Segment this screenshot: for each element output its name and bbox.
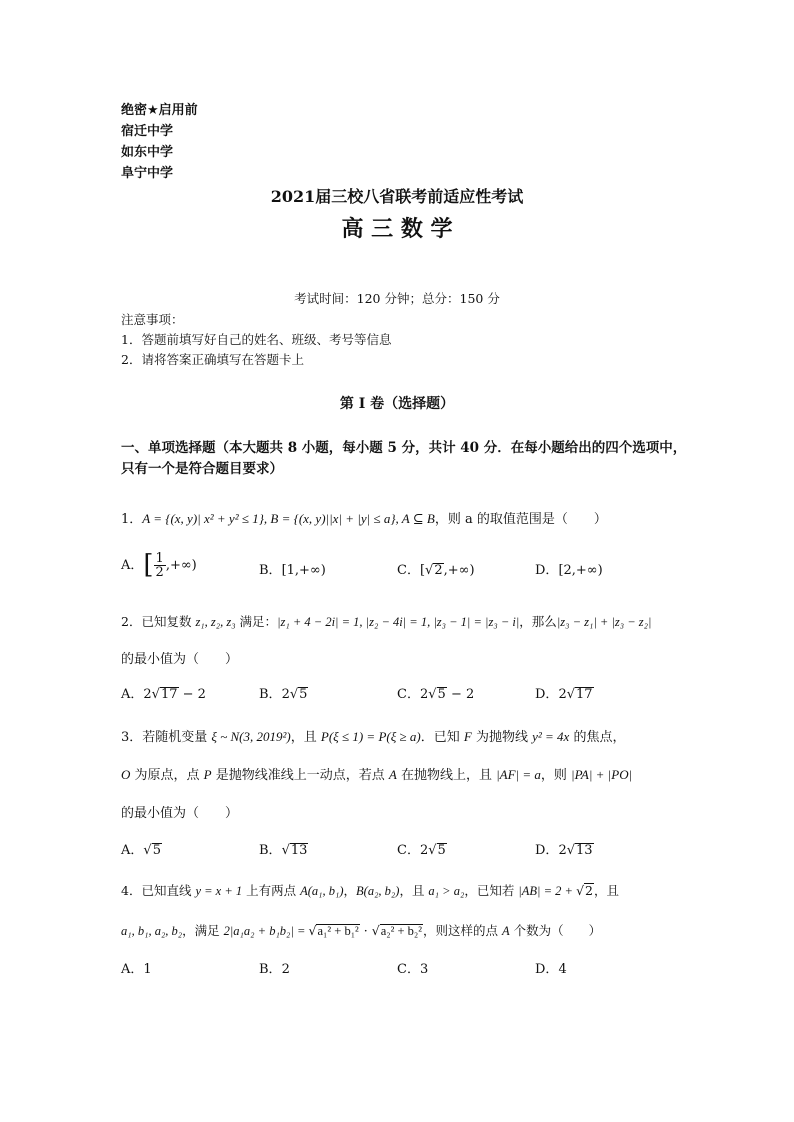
notice-item-2: 2．请将答案正确填写在答题卡上 xyxy=(121,352,304,367)
school-name-1: 宿迁中学 xyxy=(121,124,174,139)
q4-option-a: A．1 xyxy=(121,962,152,977)
question-4: 4．已知直线 y = x + 1 上有两点 A(a₁, b₁)，B(a₂, b₂)，且 a₁ > a₂，已知若 |AB| = 2 + √2，且 xyxy=(121,883,619,898)
q1-option-c: C．[√2,+∞) xyxy=(397,563,475,578)
question-3: 3．若随机变量 ξ ~ N(3, 2019²)，且 P(ξ ≤ 1) = P(ξ ≥ a)．已知 F 为抛物线 y² = 4x 的焦点， xyxy=(121,729,626,745)
exam-title: 2021届三校八省联考前适应性考试 xyxy=(270,187,524,206)
q3-option-a: A．√5 xyxy=(121,843,161,858)
q3-option-d: D．2√13 xyxy=(535,843,593,858)
fraction: $\frac{1}{2}$ xyxy=(155,551,164,580)
school-name-3: 阜宁中学 xyxy=(121,166,174,181)
q1-option-b: B．[1,+∞) xyxy=(259,563,326,578)
notice-item-1: 1．答题前填写好自己的姓名、班级、考号等信息 xyxy=(121,332,392,347)
q1-option-d: D．[2,+∞) xyxy=(535,563,603,578)
q1-sets: A = {(x, y)| x² + y² ≤ 1}, B = {(x, y)||x| + |y| ≤ a}, A ⊆ B xyxy=(142,511,435,526)
school-name-2: 如东中学 xyxy=(121,145,174,160)
question-3-line2: O 为原点，点 P 是抛物线准线上一动点，若点 A 在抛物线上，且 |AF| = a，则 |PA| + |PO| xyxy=(121,767,633,783)
volume-title: 第 I 卷（选择题） xyxy=(339,396,455,412)
confidential-mark: 绝密★启用前 xyxy=(121,103,198,118)
exam-subtitle: 高 三 数 学 xyxy=(341,217,453,242)
question-3-line3: 的最小值为（ ） xyxy=(121,806,239,821)
q4-option-b: B．2 xyxy=(259,962,290,977)
question-2: 2．已知复数 z₁, z₂, z₃ 满足：|z₁ + 4 − 2i| = 1, |z₂ − 4i| = 1, |z₃ − 1| = |z₃ − i|，那么|z₃ − z₁| + |z₃ − z₂| xyxy=(121,614,652,629)
q2-option-a: A．2√17 − 2 xyxy=(121,687,206,702)
question-4-line2: a₁, b₁, a₂, b₂，满足 2|a₁a₂ + b₁b₂| = √a₁² + b₁² · √a₂² + b₂²，则这样的点 A 个数为（ ） xyxy=(121,923,602,938)
q2-option-b: B．2√5 xyxy=(259,687,308,702)
q3-option-c: C．2√5 xyxy=(397,843,446,858)
section-heading-line1: 一、单项选择题（本大题共 8 小题，每小题 5 分，共计 40 分．在每小题给出的四个选项中， xyxy=(121,440,687,456)
question-1 xyxy=(121,508,607,527)
question-2-line2: 的最小值为（ ） xyxy=(121,652,239,667)
q2-option-c: C．2√5 − 2 xyxy=(397,687,475,702)
q4-option-d: D．4 xyxy=(535,962,567,977)
q2-option-d: D．2√17 xyxy=(535,687,593,702)
q1-option-a: A．[ $\frac{1}{2}$ ,+∞) xyxy=(121,550,197,580)
q3-option-b: B．√13 xyxy=(259,843,308,858)
section-heading-line2: 只有一个是符合题目要求） xyxy=(121,461,283,477)
question-number: 1． xyxy=(121,512,143,527)
notice-heading: 注意事项： xyxy=(121,312,184,327)
q4-option-c: C．3 xyxy=(397,962,429,977)
exam-info: 考试时间：120 分钟；总分：150 分 xyxy=(294,291,500,306)
q1-ask: ，则 a 的取值范围是（ ） xyxy=(434,512,607,527)
